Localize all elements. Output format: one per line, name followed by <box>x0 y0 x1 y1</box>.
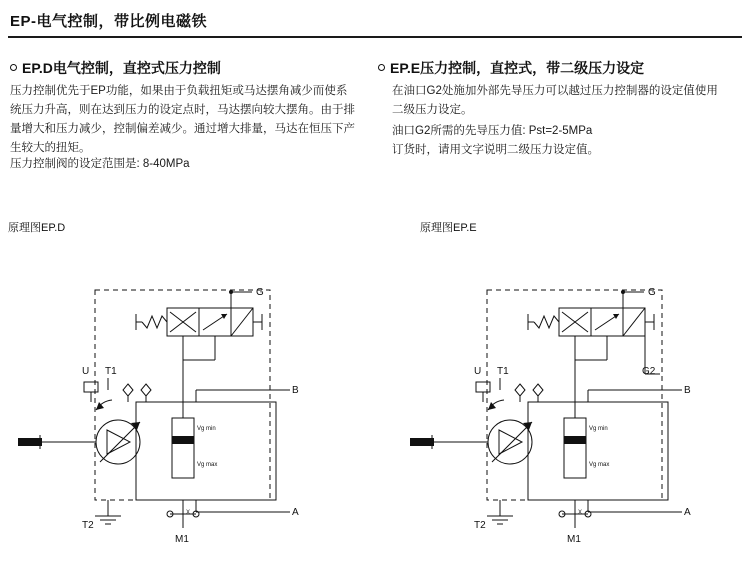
figure-caption-right: 原理图EP.E <box>420 222 477 234</box>
page-title: EP-电气控制，带比例电磁铁 <box>10 13 208 30</box>
schematic-diagram-epe <box>392 250 750 560</box>
schematic-diagram-epd <box>0 250 360 560</box>
label-a: A <box>292 507 299 518</box>
label-u: U <box>474 366 482 377</box>
label-t1: T1 <box>105 366 117 377</box>
label-t1: T1 <box>497 366 509 377</box>
section-right-paragraph-1: 在油口G2处施加外部先导压力可以越过压力控制器的设定值使用二级压力设定。 <box>392 85 718 116</box>
section-heading-left-label: EP.D电气控制，直控式压力控制 <box>22 60 221 76</box>
section-left-paragraph-2: 压力控制阀的设定范围是: 8-40MPa <box>10 158 190 170</box>
title-divider <box>8 36 742 38</box>
label-t2: T2 <box>82 520 94 531</box>
label-b: B <box>684 385 691 396</box>
label-g: G <box>648 287 656 298</box>
label-t2: T2 <box>474 520 486 531</box>
bullet-icon <box>10 64 17 71</box>
label-a: A <box>684 507 691 518</box>
section-heading-left <box>10 58 221 78</box>
section-left-paragraph-1: 压力控制优先于EP功能，如果由于负载扭矩或马达摆角减少而使系统压力升高，则在达到压力的设定点时，马达摆向较大摆角。由于排量增大和压力减少，控制偏差减少。通过增大排量，马达在恒压下产生较大的扭矩。 <box>10 85 355 154</box>
label-vg-min: Vg min <box>589 426 608 432</box>
label-x: X <box>186 510 191 516</box>
figure-caption-left: 原理图EP.D <box>8 222 66 234</box>
section-heading-right-label: EP.E压力控制，直控式，带二级压力设定 <box>390 60 645 76</box>
label-m1: M1 <box>567 534 581 545</box>
label-b: B <box>292 385 299 396</box>
label-u: U <box>82 366 90 377</box>
label-m1: M1 <box>175 534 189 545</box>
label-x: X <box>578 510 583 516</box>
label-g2: G2 <box>642 366 656 377</box>
section-heading-right <box>378 58 644 78</box>
label-g: G <box>256 287 264 298</box>
bullet-icon <box>378 64 385 71</box>
section-right-paragraph-2: 油口G2所需的先导压力值: Pst=2-5MPa <box>392 125 593 137</box>
label-vg-max: Vg max <box>197 462 218 468</box>
section-right-paragraph-3: 订货时，请用文字说明二级压力设定值。 <box>392 144 599 156</box>
label-vg-min: Vg min <box>197 426 216 432</box>
label-vg-max: Vg max <box>589 462 610 468</box>
